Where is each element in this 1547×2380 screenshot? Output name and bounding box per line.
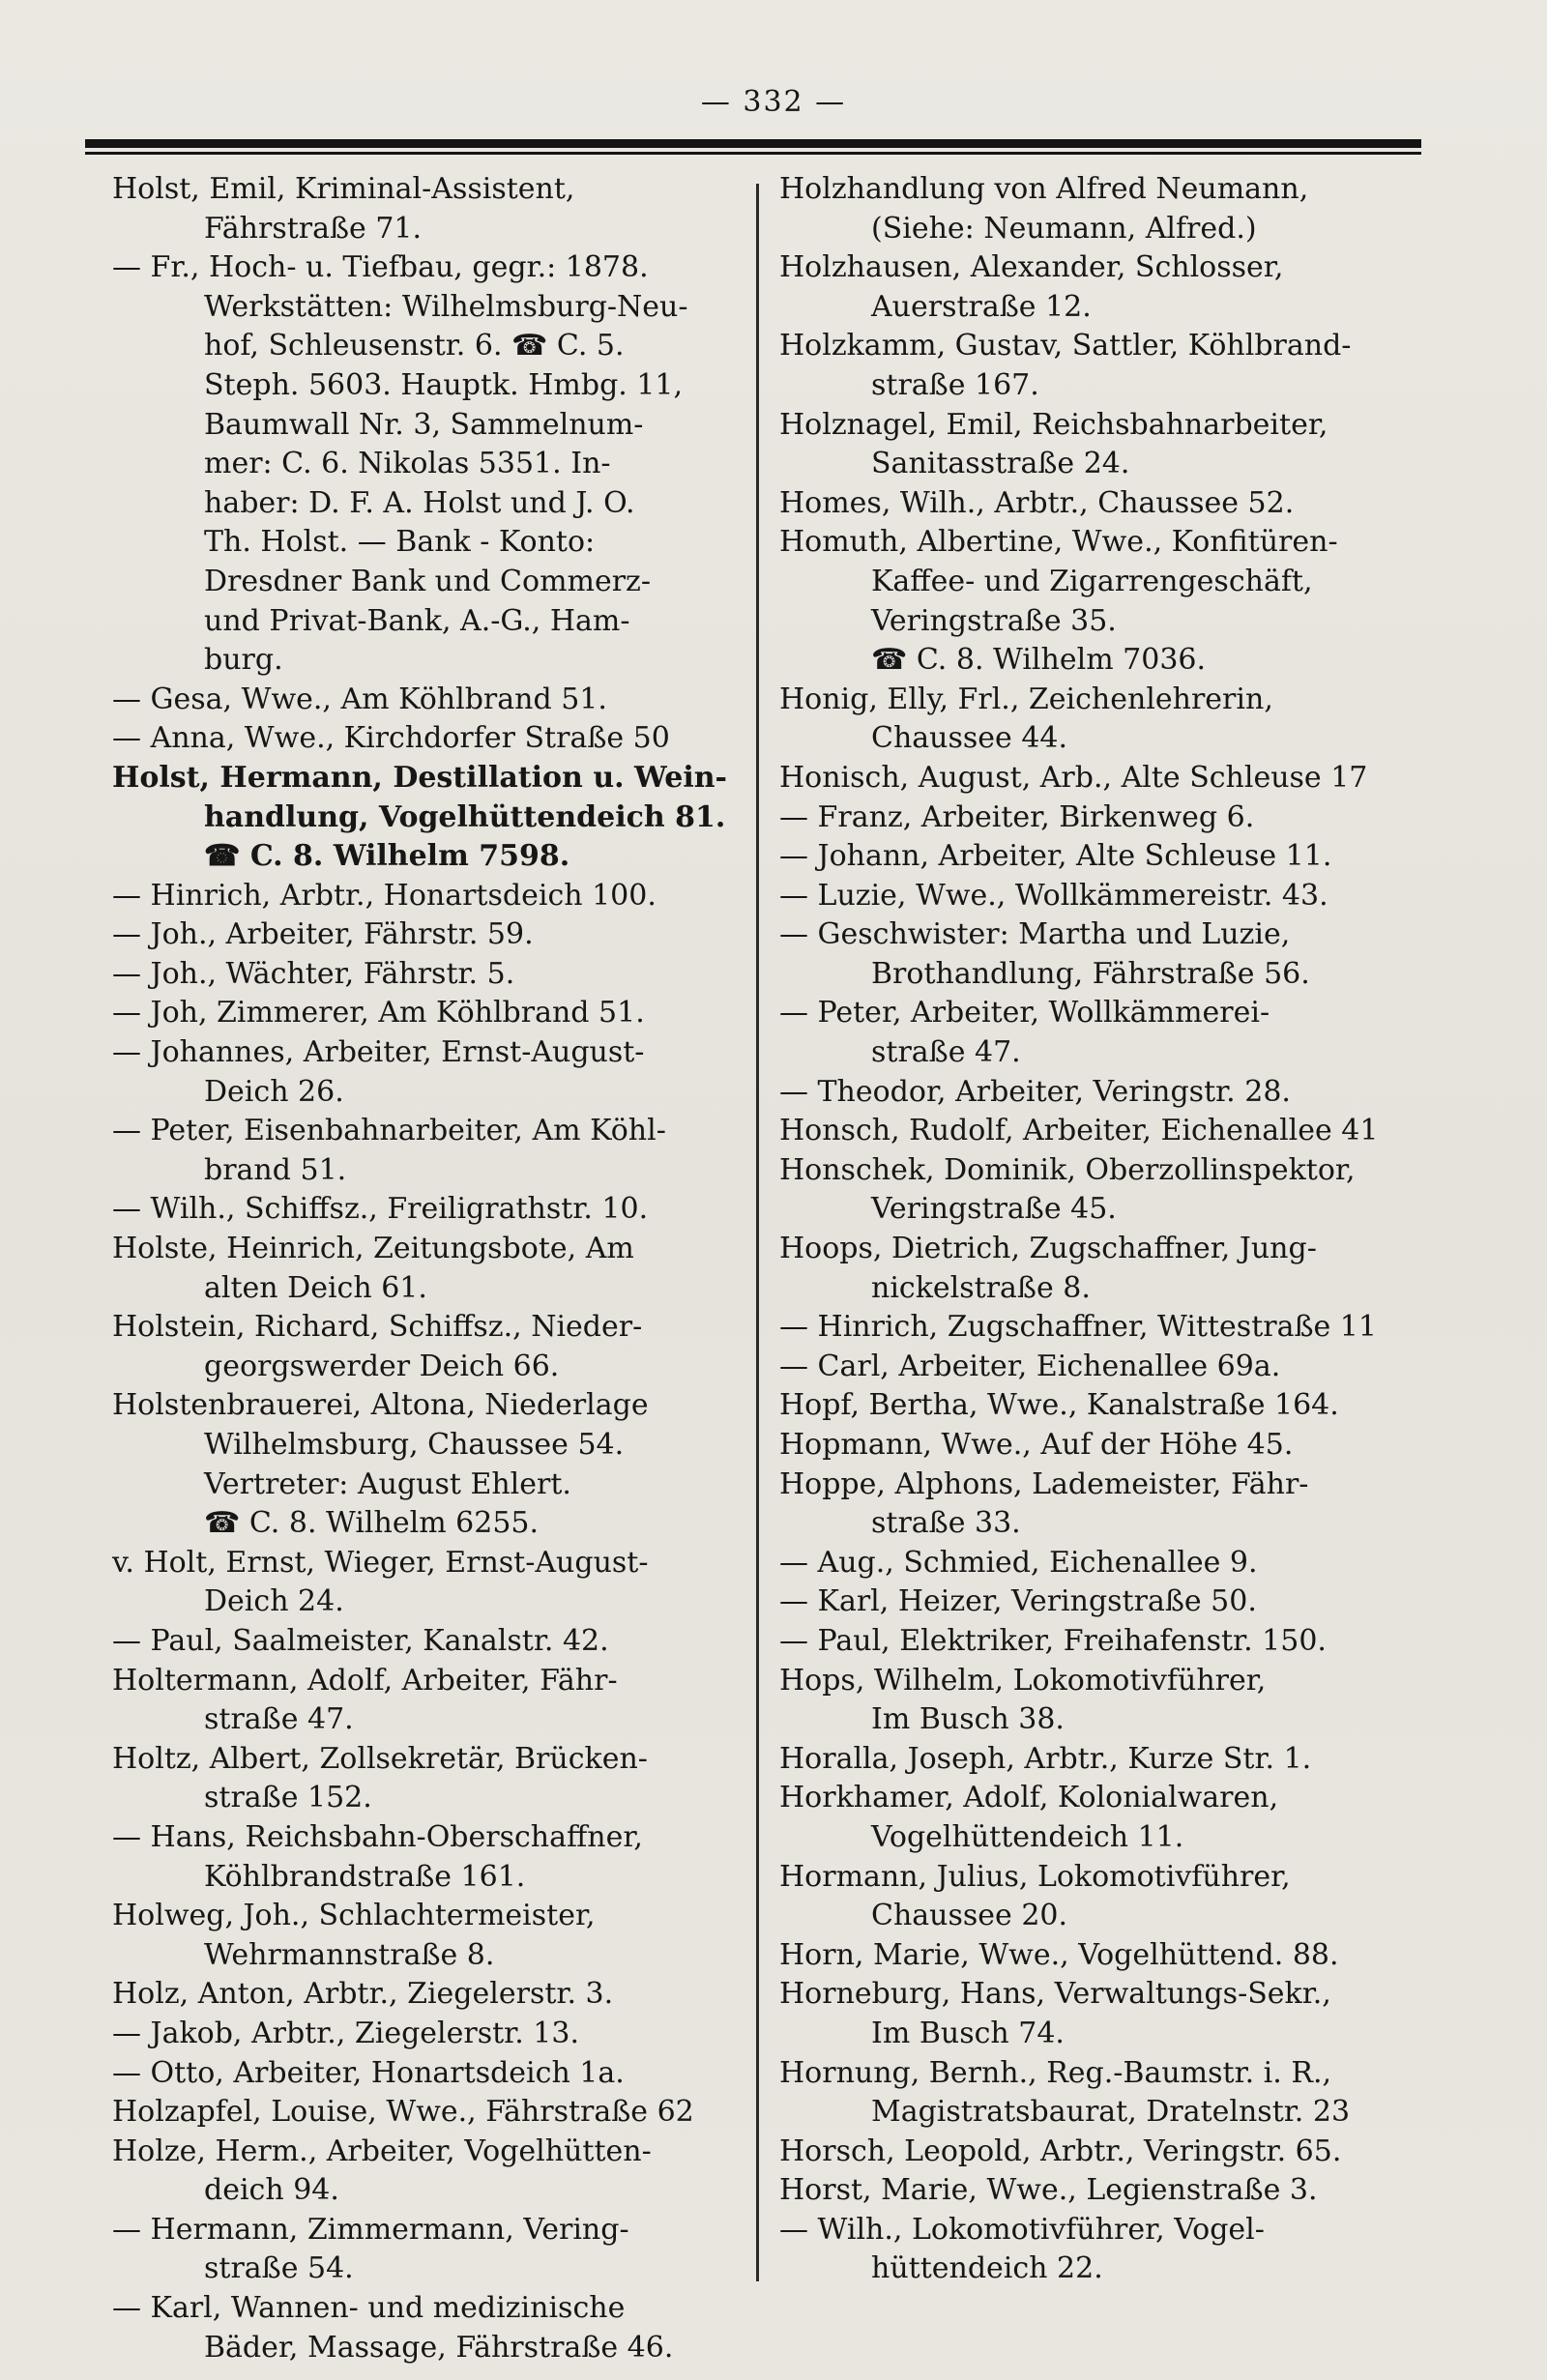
directory-entry-line: Holstein, Richard, Schiffsz., Nieder- [112,1310,643,1345]
directory-entry-line: ☎ C. 8. Wilhelm 7598. [204,839,570,874]
directory-entry-line: Werkstätten: Wilhelmsburg-Neu- [204,289,688,324]
directory-entry-line: — Hans, Reichsbahn-Oberschaffner, [112,1819,643,1854]
directory-entry-line: Wilhelmsburg, Chaussee 54. [204,1428,625,1462]
directory-entry-line: Horn, Marie, Wwe., Vogelhüttend. 88. [779,1937,1339,1972]
directory-entry-line: — Gesa, Wwe., Am Köhlbrand 51. [112,682,607,716]
directory-entry-line: straße 152. [204,1781,372,1815]
directory-entry-line: Honisch, August, Arb., Alte Schleuse 17 [779,760,1368,795]
directory-entry-line: straße 47. [204,1702,354,1737]
right-column [779,170,1475,2289]
directory-entry-line: ☎ C. 8. Wilhelm 7036. [871,643,1207,678]
directory-entry-line: Holst, Hermann, Destillation u. Wein- [112,760,728,795]
directory-entry-line: Horsch, Leopold, Arbtr., Veringstr. 65. [779,2133,1342,2168]
directory-entry-line: — Carl, Arbeiter, Eichenallee 69a. [779,1349,1281,1383]
directory-entry-line: Holstenbrauerei, Altona, Niederlage [112,1388,649,1423]
directory-entry-line: Holze, Herm., Arbeiter, Vogelhütten- [112,2133,652,2168]
directory-entry-line: Dresdner Bank und Commerz- [204,564,651,598]
directory-entry-line: Holznagel, Emil, Reichsbahnarbeiter, [779,407,1328,442]
directory-entry-line: — Wilh., Schiffsz., Freiligrathstr. 10. [112,1192,649,1227]
directory-entry-line: — Karl, Wannen- und medizinische [112,2291,626,2326]
directory-entry-line: Horneburg, Hans, Verwaltungs-Sekr., [779,1977,1331,2012]
directory-entry-line: — Peter, Eisenbahnarbeiter, Am Köhl- [112,1114,666,1148]
directory-entry-line: burg. [204,643,283,678]
directory-entry-line: Chaussee 44. [871,721,1068,756]
left-column [112,170,745,2367]
directory-entry-line: Hoops, Dietrich, Zugschaffner, Jung- [779,1232,1317,1266]
directory-entry-line: Holz, Anton, Arbtr., Ziegelerstr. 3. [112,1977,614,2012]
directory-entry-line: Baumwall Nr. 3, Sammelnum- [204,407,644,442]
directory-entry-line: Wehrmannstraße 8. [204,1937,495,1972]
header-rule-thick [85,139,1421,148]
directory-entry-line: Hopf, Bertha, Wwe., Kanalstraße 164. [779,1388,1339,1423]
directory-entry-line: Holst, Emil, Kriminal-Assistent, [112,172,575,206]
directory-entry-line: Vertreter: August Ehlert. [204,1466,571,1501]
directory-entry-line: georgswerder Deich 66. [204,1349,560,1383]
directory-entry-line: — Geschwister: Martha und Luzie, [779,917,1291,952]
directory-entry-line: — Aug., Schmied, Eichenallee 9. [779,1545,1258,1580]
directory-entry-line: Honschek, Dominik, Oberzollinspektor, [779,1152,1356,1187]
directory-entry-line: v. Holt, Ernst, Wieger, Ernst-August- [112,1545,649,1580]
directory-entry-line: Holzapfel, Louise, Wwe., Fährstraße 62 [112,2095,694,2130]
directory-entry-line: — Theodor, Arbeiter, Veringstr. 28. [779,1074,1291,1109]
directory-entry-line: straße 54. [204,2251,354,2286]
directory-entry-line: Köhlbrandstraße 161. [204,1859,526,1894]
directory-entry-line: Deich 26. [204,1074,344,1109]
directory-entry-line: — Karl, Heizer, Veringstraße 50. [779,1584,1257,1619]
directory-entry-line: Chaussee 20. [871,1899,1068,1933]
directory-entry-line: Honsch, Rudolf, Arbeiter, Eichenallee 41 [779,1114,1379,1148]
directory-entry-line: Deich 24. [204,1584,344,1619]
directory-entry-line: Th. Holst. — Bank - Konto: [204,525,596,560]
directory-entry-line: Bäder, Massage, Fährstraße 46. [204,2330,674,2365]
directory-entry-line: Holste, Heinrich, Zeitungsbote, Am [112,1232,634,1266]
directory-entry-line: — Joh., Arbeiter, Fährstr. 59. [112,917,534,952]
directory-entry-line: Im Busch 38. [871,1702,1065,1737]
directory-entry-line: hüttendeich 22. [871,2251,1103,2286]
directory-entry-line: ☎ C. 8. Wilhelm 6255. [204,1506,540,1541]
directory-entry-line: — Otto, Arbeiter, Honartsdeich 1a. [112,2055,625,2090]
directory-entry-line: Horalla, Joseph, Arbtr., Kurze Str. 1. [779,1741,1312,1776]
directory-entry-line: Horst, Marie, Wwe., Legienstraße 3. [779,2173,1318,2208]
directory-entry-line: — Hermann, Zimmermann, Vering- [112,2212,629,2247]
directory-entry-line: — Luzie, Wwe., Wollkämmereistr. 43. [779,878,1328,913]
directory-entry-line: — Jakob, Arbtr., Ziegelerstr. 13. [112,2016,580,2050]
directory-entry-line: — Paul, Elektriker, Freihafenstr. 150. [779,1623,1327,1658]
directory-entry-line: Auerstraße 12. [871,289,1092,324]
directory-entry-line: Im Busch 74. [871,2016,1065,2050]
directory-entry-line: handlung, Vogelhüttendeich 81. [204,799,726,834]
directory-entry-line: Holzhandlung von Alfred Neumann, [779,172,1309,206]
directory-entry-line: Horkhamer, Adolf, Kolonialwaren, [779,1781,1279,1815]
directory-entry-line: — Paul, Saalmeister, Kanalstr. 42. [112,1623,609,1658]
directory-entry-line: — Hinrich, Arbtr., Honartsdeich 100. [112,878,657,913]
directory-entry-line: Fährstraße 71. [204,211,423,246]
directory-entry-line: Hoppe, Alphons, Lademeister, Fähr- [779,1466,1309,1501]
column-divider [756,184,759,2281]
directory-entry-line: nickelstraße 8. [871,1270,1091,1305]
directory-entry-line: — Anna, Wwe., Kirchdorfer Straße 50 [112,721,670,756]
directory-entry-line: Hopmann, Wwe., Auf der Höhe 45. [779,1428,1294,1462]
directory-entry-line: — Johann, Arbeiter, Alte Schleuse 11. [779,839,1332,874]
directory-entry-line: — Joh., Wächter, Fährstr. 5. [112,956,515,991]
directory-entry-line: deich 94. [204,2173,339,2208]
directory-entry-line: straße 167. [871,367,1039,402]
directory-entry-line: Homuth, Albertine, Wwe., Konfitüren- [779,525,1338,560]
directory-entry-line: und Privat-Bank, A.-G., Ham- [204,603,630,638]
directory-entry-line: mer: C. 6. Nikolas 5351. In- [204,447,611,481]
directory-entry-line: Honig, Elly, Frl., Zeichenlehrerin, [779,682,1273,716]
directory-entry-line: — Wilh., Lokomotivführer, Vogel- [779,2212,1265,2247]
directory-entry-line: Hops, Wilhelm, Lokomotivführer, [779,1663,1267,1698]
directory-entry-line: Kaffee- und Zigarrengeschäft, [871,564,1313,598]
directory-entry-line: — Peter, Arbeiter, Wollkämmerei- [779,996,1270,1030]
directory-entry-line: alten Deich 61. [204,1270,427,1305]
directory-entry-line: Homes, Wilh., Arbtr., Chaussee 52. [779,485,1295,520]
directory-entry-line: Steph. 5603. Hauptk. Hmbg. 11, [204,367,684,402]
directory-entry-line: Holtermann, Adolf, Arbeiter, Fähr- [112,1663,618,1698]
directory-entry-line: Holweg, Joh., Schlachtermeister, [112,1899,596,1933]
directory-entry-line: haber: D. F. A. Holst und J. O. [204,485,635,520]
directory-entry-line: Vogelhüttendeich 11. [871,1819,1184,1854]
directory-entry-line: Brothandlung, Fährstraße 56. [871,956,1310,991]
directory-entry-line: — Joh, Zimmerer, Am Köhlbrand 51. [112,996,645,1030]
directory-entry-line: straße 47. [871,1035,1021,1070]
directory-entry-line: Holtz, Albert, Zollsekretär, Brücken- [112,1741,648,1776]
directory-entry-line: brand 51. [204,1152,347,1187]
header-rule-thin [85,152,1421,155]
directory-entry-line: — Johannes, Arbeiter, Ernst-August- [112,1035,645,1070]
directory-entry-line: Holzkamm, Gustav, Sattler, Köhlbrand- [779,329,1352,363]
directory-entry-line: Veringstraße 45. [871,1192,1117,1227]
directory-entry-line: hof, Schleusenstr. 6. ☎ C. 5. [204,329,625,363]
directory-entry-line: (Siehe: Neumann, Alfred.) [871,211,1257,246]
directory-entry-line: Veringstraße 35. [871,603,1117,638]
page-number: — 332 — [700,85,847,119]
directory-entry-line: — Franz, Arbeiter, Birkenweg 6. [779,799,1255,834]
directory-entry-line: Magistratsbaurat, Dratelnstr. 23 [871,2095,1351,2130]
directory-entry-line: — Fr., Hoch- u. Tiefbau, gegr.: 1878. [112,250,649,285]
directory-entry-line: Hormann, Julius, Lokomotivführer, [779,1859,1291,1894]
directory-entry-line: straße 33. [871,1506,1021,1541]
directory-entry-line: Sanitasstraße 24. [871,447,1130,481]
directory-entry-line: Hornung, Bernh., Reg.-Baumstr. i. R., [779,2055,1332,2090]
directory-entry-line: — Hinrich, Zugschaffner, Wittestraße 11 [779,1310,1377,1345]
directory-entry-line: Holzhausen, Alexander, Schlosser, [779,250,1284,285]
